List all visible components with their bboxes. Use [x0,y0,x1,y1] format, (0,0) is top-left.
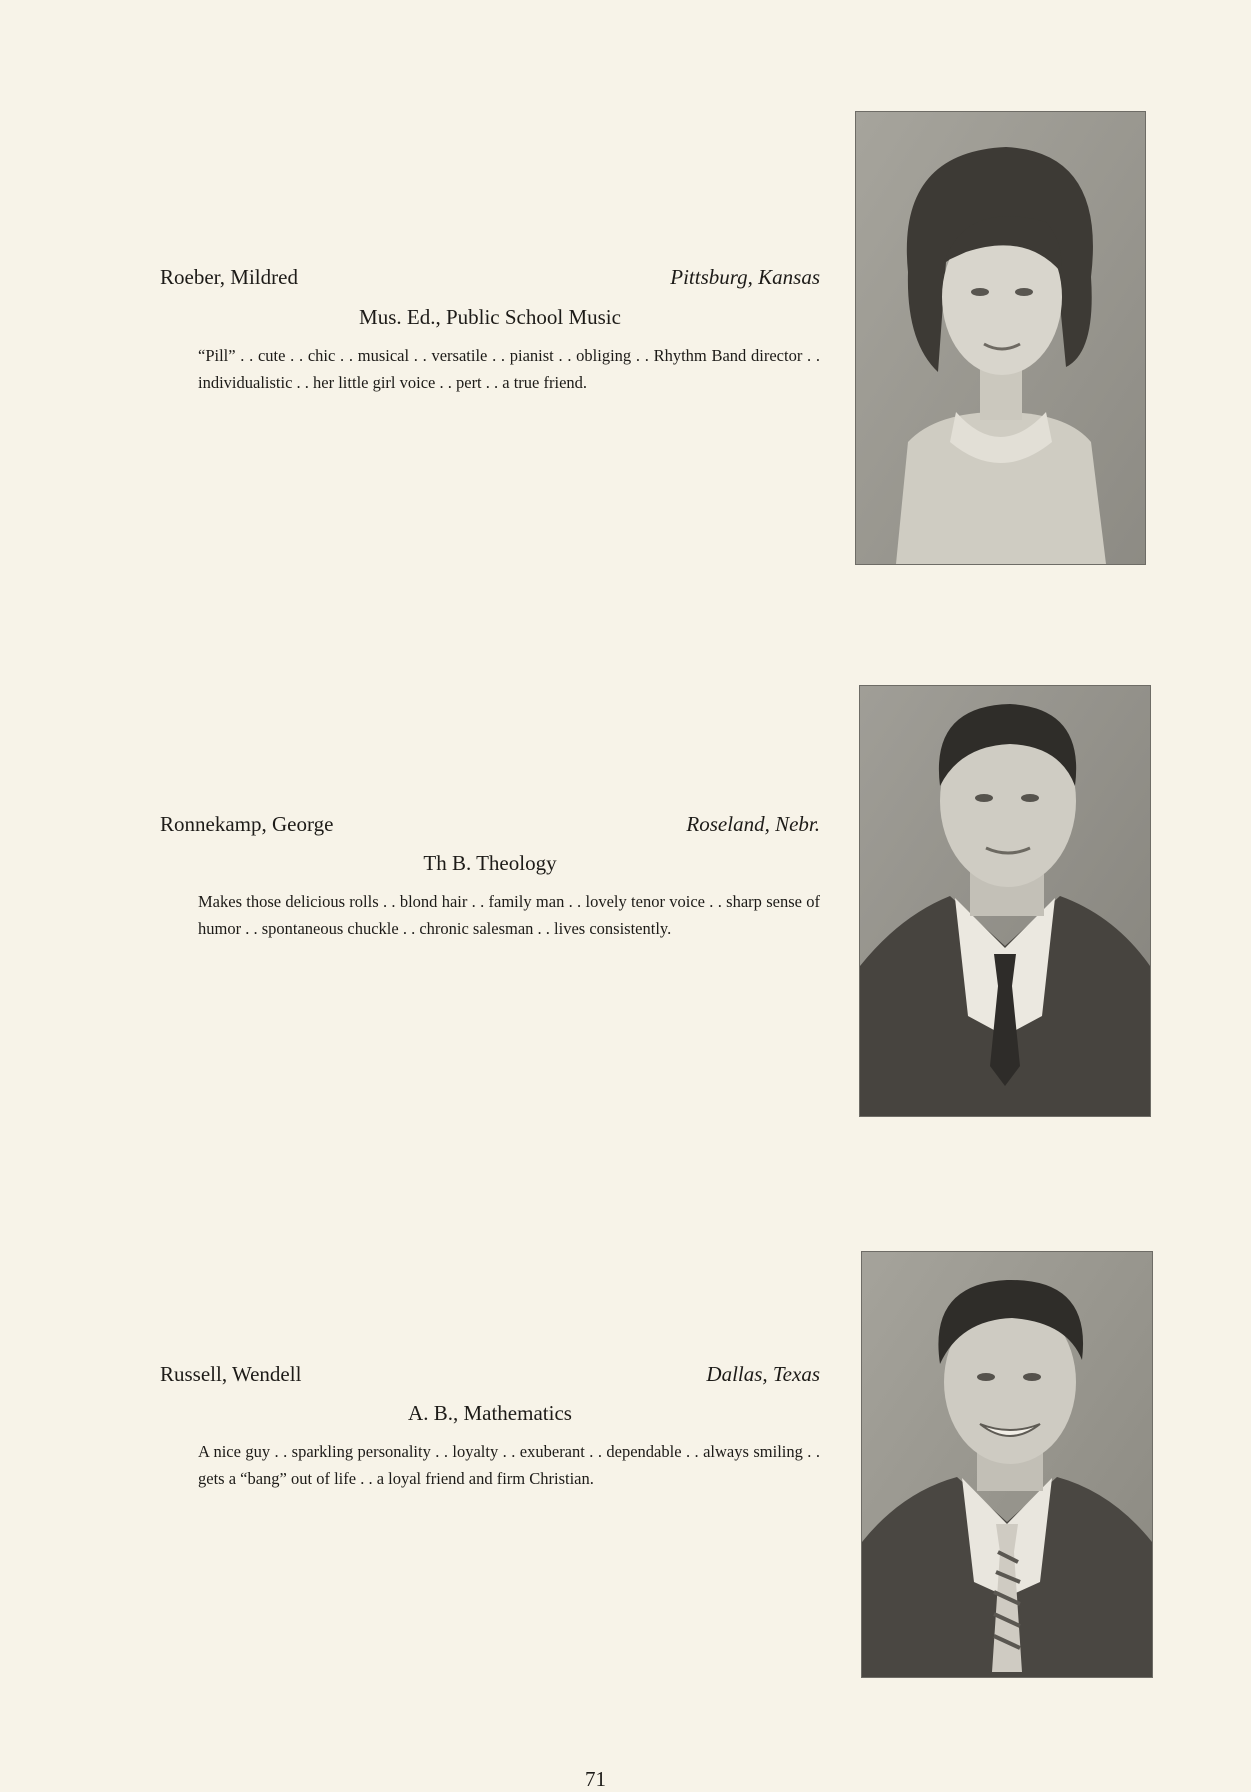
student-description: A nice guy . . sparkling personality . . loyalty . . exuberant . . dependable . . always smiling . . gets a “bang” out of life . . a loyal friend and firm Christian. [198,1442,820,1488]
student-name: Russell, Wendell [160,1362,302,1386]
student-name: Ronnekamp, George [160,812,334,836]
student-description: Makes those delicious rolls . . blond hair . . family man . . lovely tenor voice . . sharp sense of humor . . spontaneous chuckle . . chronic salesman . . lives consistently. [198,892,820,938]
degree-line: Th B. Theology [423,851,557,875]
student-description: “Pill” . . cute . . chic . . musical . . versatile . . pianist . . obliging . . Rhythm Band director . . individualistic . . her little girl voice . . pert . . a true friend. [198,346,820,392]
hometown: Dallas, Texas [706,1362,820,1386]
portrait-photo-roeber [856,112,1145,564]
hometown: Roseland, Nebr. [686,812,820,836]
page-number: 71 [585,1767,606,1791]
portrait-photo-ronnekamp [860,686,1150,1116]
hometown: Pittsburg, Kansas [670,265,820,289]
degree-line: Mus. Ed., Public School Music [359,305,621,329]
portrait-photo-russell [862,1252,1152,1677]
student-name: Roeber, Mildred [160,265,298,289]
degree-line: A. B., Mathematics [408,1401,572,1425]
